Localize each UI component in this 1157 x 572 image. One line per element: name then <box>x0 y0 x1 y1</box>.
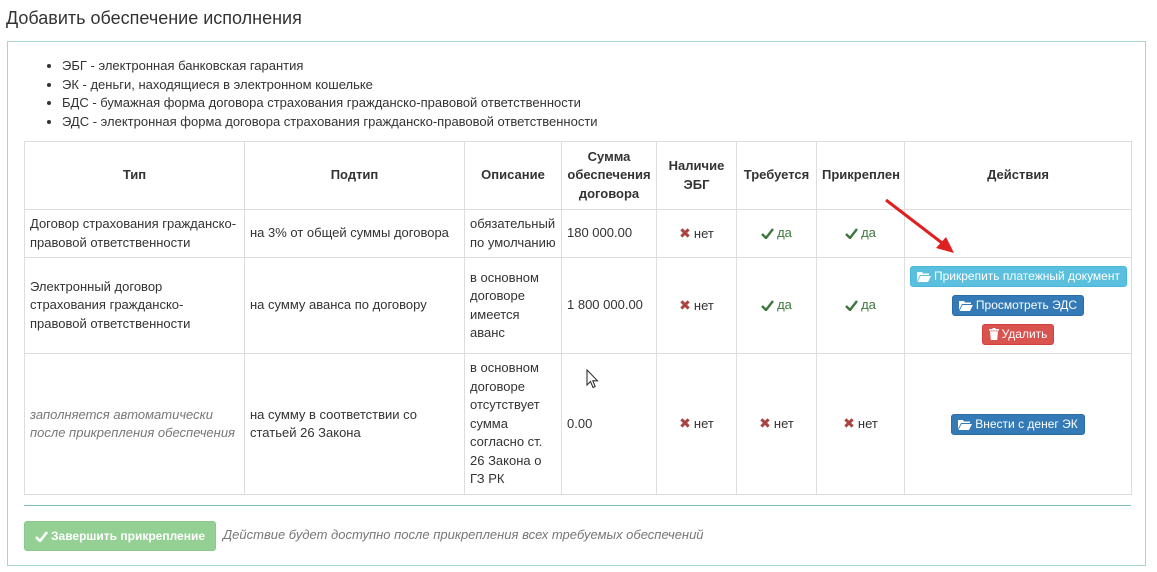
trash-icon <box>989 328 999 340</box>
cell-amount: 0.00 <box>562 354 657 495</box>
cell-ebg <box>657 210 737 258</box>
cell-actions <box>905 258 1132 354</box>
security-table <box>24 141 1132 495</box>
deposit-from-ek-button[interactable] <box>951 414 1084 435</box>
cell-ebg <box>657 258 737 354</box>
status-label: нет <box>857 416 878 432</box>
status-label: да <box>777 225 792 241</box>
column-header-type: Тип <box>25 142 245 210</box>
legend-item: • БДС - бумажная форма договора страхования гражданско-правовой ответственности <box>62 94 598 113</box>
legend-list <box>44 57 598 131</box>
cell-description: в основном договоре имеется аванс <box>465 258 562 354</box>
cell-description: в основном договоре отсутствует сумма согласно ст. 26 Закона о ГЗ РК <box>465 354 562 495</box>
status-label: да <box>777 297 792 313</box>
status-label: нет <box>693 297 714 313</box>
table-row <box>25 354 1132 495</box>
cell-type: заполняется автоматически после прикрепления обеспечения <box>25 354 245 495</box>
cell-actions <box>905 354 1132 495</box>
table-row <box>25 210 1132 258</box>
cross-icon: ✖ <box>759 415 771 432</box>
cross-icon: ✖ <box>679 415 691 432</box>
footer-note: Действие будет доступно после прикрепления всех требуемых обеспечений <box>223 527 704 542</box>
cross-icon: ✖ <box>679 224 691 241</box>
legend-item: • ЭДС - электронная форма договора страхования гражданско-правовой ответственности <box>62 113 598 132</box>
cell-required <box>737 258 817 354</box>
page-title: Добавить обеспечение исполнения <box>6 8 302 28</box>
status-no <box>679 226 714 241</box>
delete-button[interactable] <box>982 324 1055 345</box>
cell-type: Электронный договор страхования гражданско-правовой ответственности <box>25 258 245 354</box>
status-label: нет <box>693 225 714 241</box>
status-yes <box>845 225 876 240</box>
legend-item: • ЭБГ - электронная банковская гарантия <box>62 57 598 76</box>
security-panel <box>7 41 1146 566</box>
column-header-attached: Прикреплен <box>817 142 905 210</box>
cell-amount: 1 800 000.00 <box>562 258 657 354</box>
folder-open-icon <box>917 271 931 282</box>
status-no <box>759 416 794 431</box>
button-label: Прикрепить платежный документ <box>934 269 1120 283</box>
annotation-arrow-icon <box>880 196 960 258</box>
status-no <box>843 416 878 431</box>
cell-description: обязательный по умолчанию <box>465 210 562 258</box>
finish-attachment-button[interactable] <box>24 521 216 551</box>
button-label: Внести с денег ЭК <box>975 416 1078 431</box>
column-header-required: Требуется <box>737 142 817 210</box>
column-header-description: Описание <box>465 142 562 210</box>
column-header-amount: Сумма обеспечения договора <box>562 142 657 210</box>
check-icon <box>761 300 774 311</box>
status-label: да <box>861 297 876 313</box>
status-yes <box>845 297 876 312</box>
folder-open-icon <box>959 300 973 311</box>
cell-ebg <box>657 354 737 495</box>
legend-item: • ЭК - деньги, находящиеся в электронном кошельке <box>62 76 598 95</box>
check-icon <box>845 228 858 239</box>
cell-amount: 180 000.00 <box>562 210 657 258</box>
cell-subtype: на 3% от общей суммы договора <box>245 210 465 258</box>
attach-payment-document-button[interactable] <box>910 266 1127 287</box>
divider <box>24 505 1131 506</box>
button-label: Завершить прикрепление <box>51 529 206 543</box>
cell-subtype: на сумму аванса по договору <box>245 258 465 354</box>
status-no <box>679 416 714 431</box>
mouse-cursor-icon <box>586 369 600 389</box>
column-header-subtype: Подтип <box>245 142 465 210</box>
table-row <box>25 258 1132 354</box>
column-header-ebg: Наличие ЭБГ <box>657 142 737 210</box>
status-label: да <box>861 225 876 241</box>
check-icon <box>845 300 858 311</box>
status-yes <box>761 225 792 240</box>
cell-attached <box>817 354 905 495</box>
cell-required <box>737 354 817 495</box>
cross-icon: ✖ <box>679 296 691 313</box>
cell-subtype: на сумму в соответствии со статьей 26 Закона <box>245 354 465 495</box>
status-label: нет <box>693 416 714 432</box>
folder-open-icon <box>958 419 972 430</box>
status-no <box>679 298 714 313</box>
status-yes <box>761 297 792 312</box>
button-label: Удалить <box>1001 327 1048 341</box>
cell-attached <box>817 258 905 354</box>
view-eds-button[interactable] <box>952 295 1084 316</box>
column-header-actions: Действия <box>905 142 1132 210</box>
cell-required <box>737 210 817 258</box>
table-header-row <box>25 142 1132 210</box>
cross-icon: ✖ <box>843 415 855 432</box>
check-icon <box>761 228 774 239</box>
button-label: Просмотреть ЭДС <box>975 298 1078 312</box>
check-icon <box>35 531 48 542</box>
cell-type: Договор страхования гражданско-правовой ответственности <box>25 210 245 258</box>
status-label: нет <box>773 416 794 432</box>
